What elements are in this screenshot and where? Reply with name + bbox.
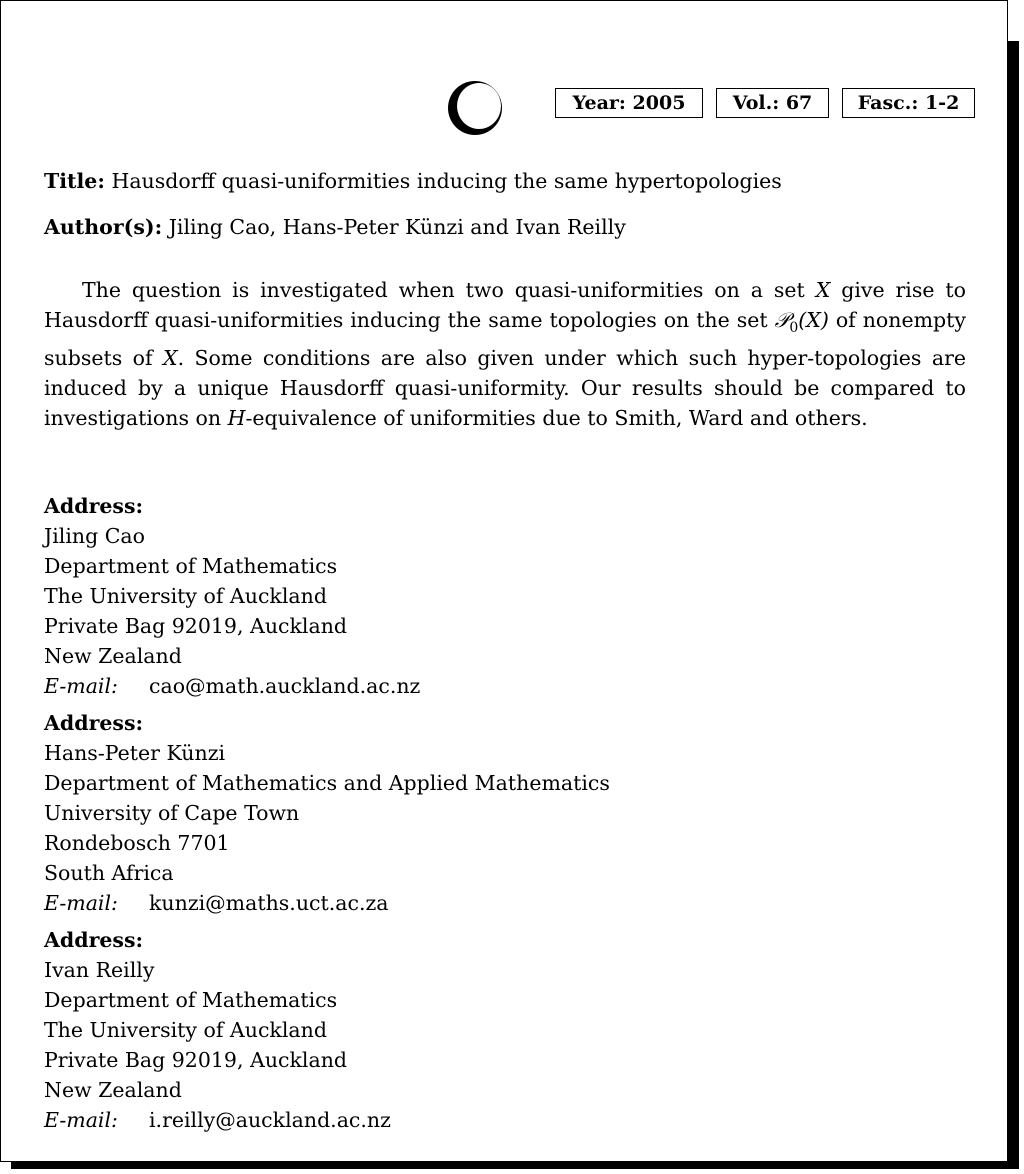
address-line: The University of Auckland — [44, 1018, 327, 1042]
math-argument: (X) — [798, 308, 829, 332]
paper-title: Hausdorff quasi-uniformities inducing the same hypertopologies — [111, 169, 782, 193]
paper-authors: Jiling Cao, Hans-Peter Künzi and Ivan Reilly — [168, 215, 626, 239]
address-line: Rondebosch 7701 — [44, 831, 230, 855]
address-line: The University of Auckland — [44, 584, 327, 608]
address-line: Jiling Cao — [44, 524, 145, 548]
address-line: Department of Mathematics and Applied Mathematics — [44, 771, 610, 795]
address-line: Hans-Peter Künzi — [44, 741, 226, 765]
email-link[interactable]: i.reilly@auckland.ac.nz — [149, 1108, 391, 1132]
abstract — [44, 275, 966, 433]
address-line: Department of Mathematics — [44, 988, 338, 1012]
address-block — [44, 708, 610, 918]
fascicle-badge: Fasc.: 1-2 — [842, 88, 975, 118]
paper-authors-row — [44, 215, 626, 239]
email-row — [44, 671, 420, 701]
volume-badge: Vol.: 67 — [716, 88, 829, 118]
journal-logo-icon — [446, 79, 504, 137]
title-label: Title: — [44, 169, 105, 193]
address-line: Department of Mathematics — [44, 554, 338, 578]
email-label: E-mail: — [44, 674, 118, 698]
email-label: E-mail: — [44, 1108, 118, 1132]
address-label: Address: — [44, 711, 144, 735]
abstract-text: -equivalence of uniformities due to Smith, Ward and others. — [245, 406, 868, 431]
math-power-set: 𝒫 — [774, 308, 790, 332]
address-block — [44, 925, 391, 1135]
address-line: Ivan Reilly — [44, 958, 155, 982]
year-badge: Year: 2005 — [555, 88, 703, 118]
address-block — [44, 491, 420, 701]
address-line: New Zealand — [44, 644, 182, 668]
email-link[interactable]: cao@math.auckland.ac.nz — [149, 674, 421, 698]
abstract-text: of nonempty subsets of — [44, 308, 966, 371]
address-line: Private Bag 92019, Auckland — [44, 1048, 348, 1072]
address-line: New Zealand — [44, 1078, 182, 1102]
abstract-text: . Some conditions are also given under which such hyper-topologies are induced by a unique Hausdorff quasi-uniformity. Our results should be compared to investigations on — [44, 346, 966, 431]
abstract-text: give rise to Hausdorff quasi-uniformities inducing the same topologies on the set — [44, 278, 967, 332]
email-label: E-mail: — [44, 891, 118, 915]
address-line: Private Bag 92019, Auckland — [44, 614, 348, 638]
email-row — [44, 888, 610, 918]
math-variable: H — [227, 406, 246, 431]
email-row — [44, 1105, 391, 1135]
email-link[interactable]: kunzi@maths.uct.ac.za — [149, 891, 389, 915]
address-line: University of Cape Town — [44, 801, 300, 825]
address-line: South Africa — [44, 861, 174, 885]
authors-label: Author(s): — [44, 215, 163, 239]
abstract-text: The question is investigated when two quasi-uniformities on a set — [82, 278, 816, 302]
math-variable: X — [815, 278, 831, 302]
math-subscript: 0 — [789, 320, 799, 337]
paper-title-row — [44, 169, 782, 193]
address-label: Address: — [44, 494, 144, 518]
math-variable: X — [162, 346, 178, 371]
address-label: Address: — [44, 928, 144, 952]
